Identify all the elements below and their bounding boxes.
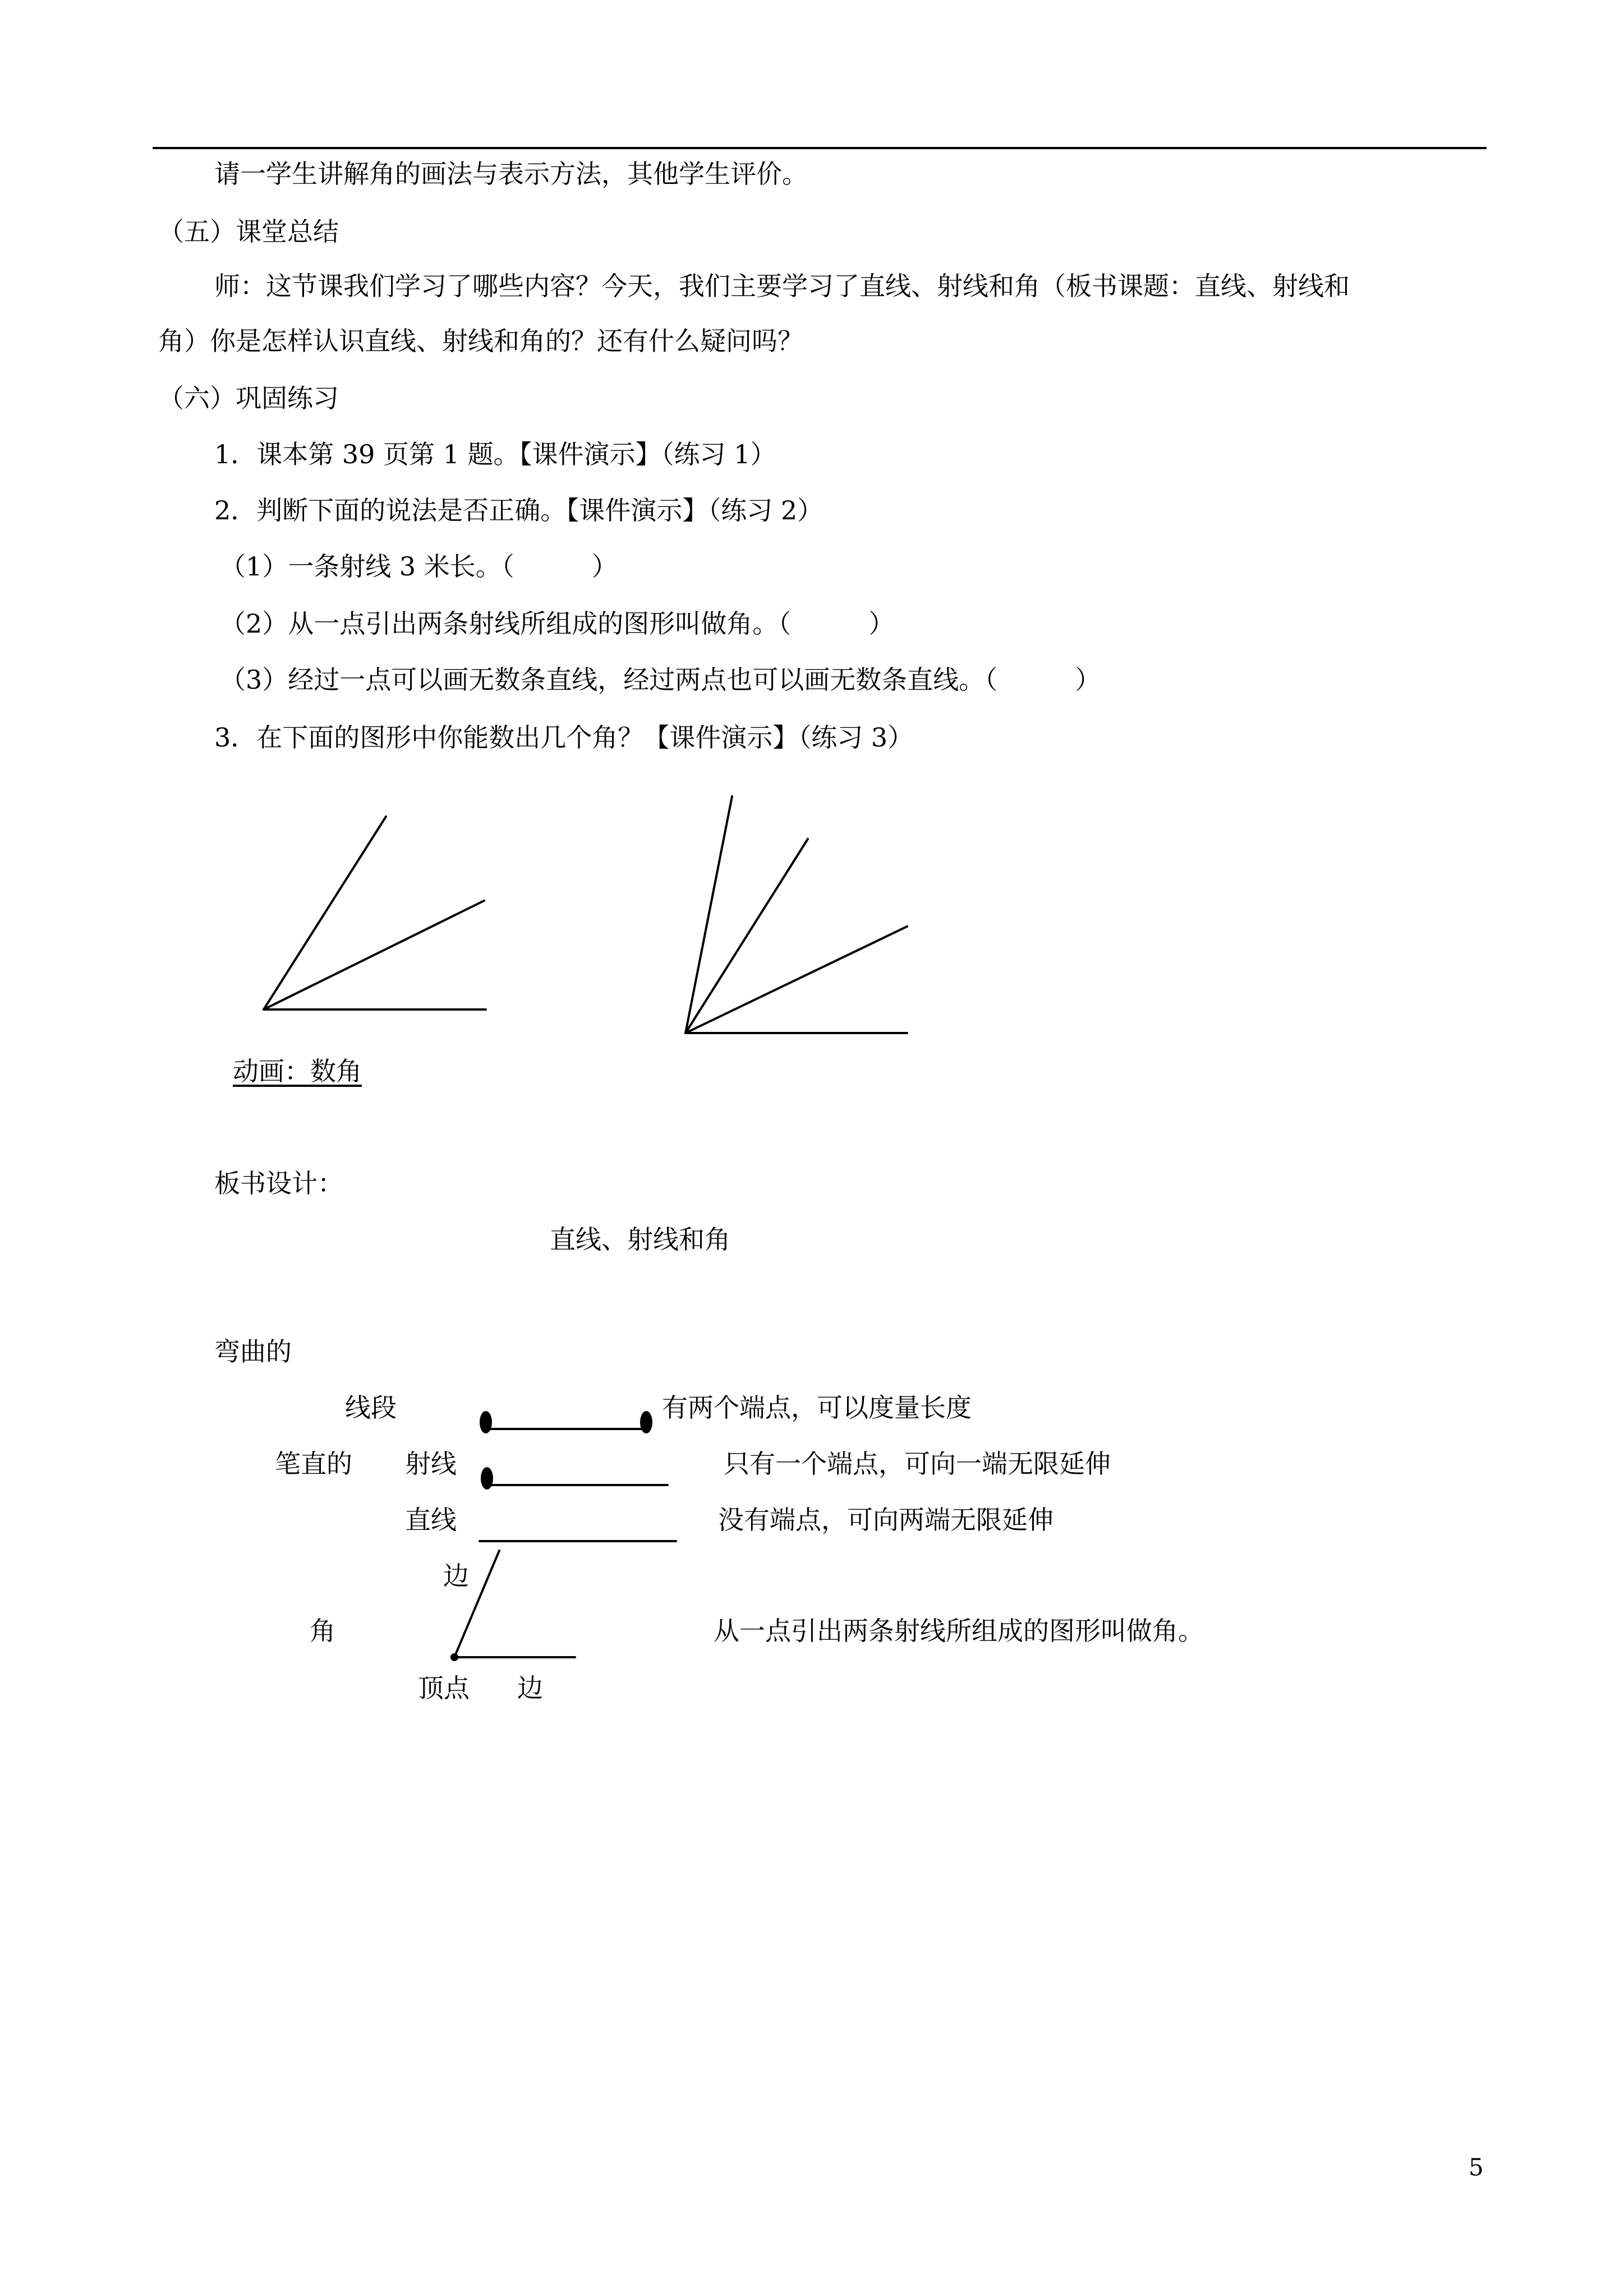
label-edge-top: 边 [443,1561,469,1591]
section-heading-summary: （五）课堂总结 [158,216,339,247]
exercise-1: 1．课本第 39 页第 1 题。【课件演示】（练习 1） [214,439,776,469]
section-heading-practice: （六）巩固练习 [158,383,339,413]
text-line-1: 请一学生讲解角的画法与表示方法，其他学生评价。 [214,159,808,189]
angle-description: 从一点引出两条射线所组成的图形叫做角。 [714,1616,1204,1646]
label-edge-bottom: 边 [517,1673,543,1703]
label-vertex: 顶点 [418,1673,470,1703]
label-angle: 角 [310,1616,335,1646]
label-segment: 线段 [345,1393,397,1423]
segment-endpoint-left [480,1411,492,1433]
label-curved: 弯曲的 [214,1336,292,1367]
segment-endpoint-right [640,1411,652,1433]
animation-link[interactable]: 动画：数角 [233,1056,362,1086]
ray-description: 只有一个端点，可向一端无限延伸 [724,1449,1111,1479]
label-line: 直线 [405,1505,457,1535]
segment-description: 有两个端点，可以度量长度 [662,1393,972,1423]
exercise-3: 3．在下面的图形中你能数出几个角？【课件演示】（练习 3） [214,722,914,753]
ray-endpoint [481,1467,493,1490]
line-description: 没有端点，可向两端无限延伸 [718,1505,1053,1535]
angle-vertex-dot [450,1653,458,1661]
judge-item-3: （3）经过一点可以画无数条直线，经过两点也可以画无数条直线。（ ） [220,665,1101,695]
exercise-2: 2．判断下面的说法是否正确。【课件演示】（练习 2） [214,495,823,525]
judge-item-2: （2）从一点引出两条射线所组成的图形叫做角。（ ） [220,608,895,639]
page-number: 5 [1469,2154,1484,2181]
board-title: 直线、射线和角 [550,1224,730,1255]
judge-item-1: （1）一条射线 3 米长。（ ） [220,551,618,582]
label-ray: 射线 [405,1449,457,1479]
text-line-3: 师：这节课我们学习了哪些内容？今天，我们主要学习了直线、射线和角（板书课题：直线、射线和 [214,271,1350,301]
label-straight: 笔直的 [275,1449,352,1479]
fig1-ray-shallow [264,901,484,1009]
board-design-label: 板书设计： [214,1168,343,1198]
text-line-4: 角）你是怎样认识直线、射线和角的？还有什么疑问吗？ [158,326,803,356]
